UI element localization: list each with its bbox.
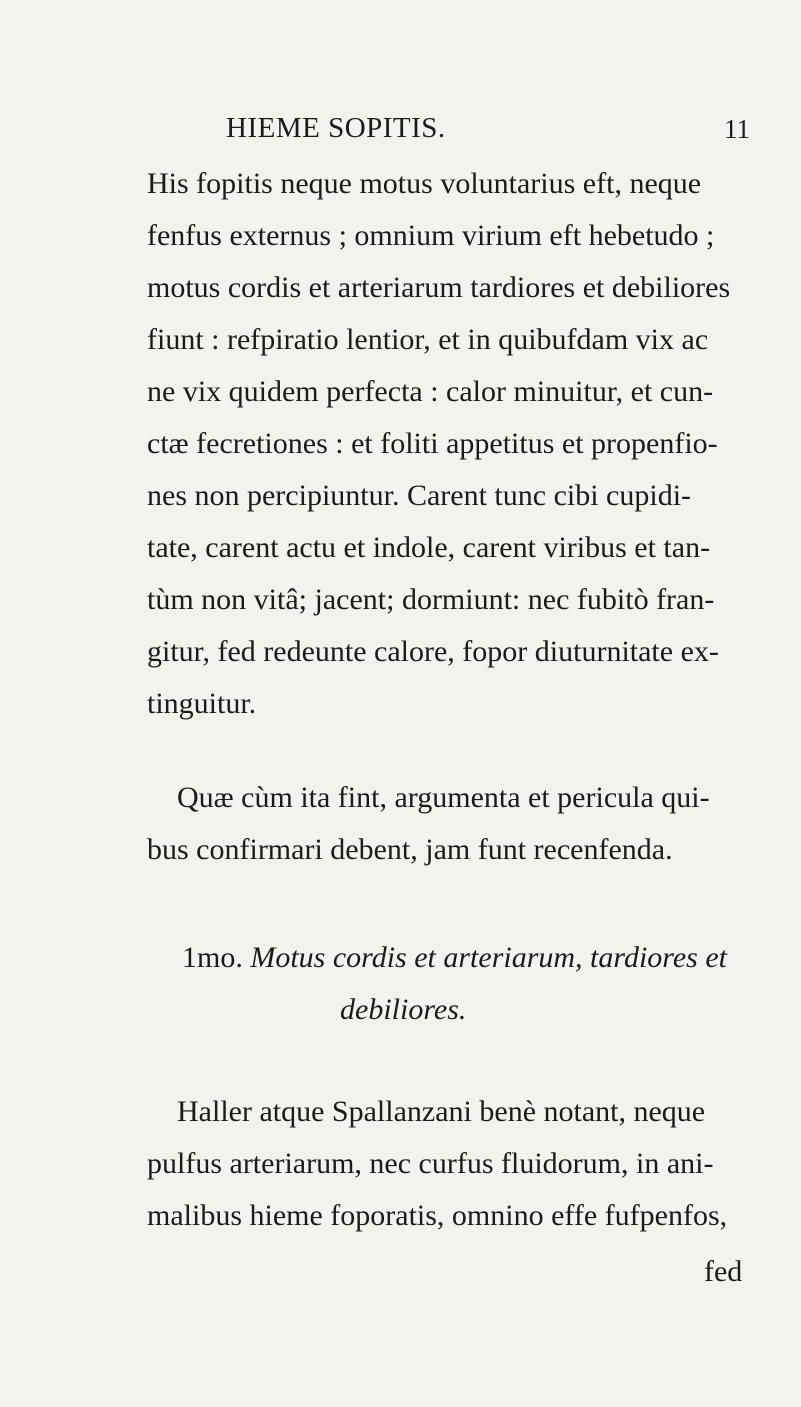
- text-line: nes non percipiuntur. Carent tunc cibi cupidi-: [147, 479, 692, 512]
- text-line: ctæ fecretiones : et foliti appetitus et propenfio-: [147, 427, 718, 460]
- text-line: tùm non vitâ; jacent; dormiunt: nec fubitò fran-: [147, 583, 715, 616]
- text-line: fenfus externus ; omnium virium eft hebetudo ;: [147, 219, 715, 252]
- catchword: fed: [704, 1255, 743, 1288]
- section-title-line-2: debiliores.: [340, 993, 467, 1026]
- text-line: His fopitis neque motus voluntarius eft, neque: [147, 167, 702, 200]
- text-line: tinguitur.: [147, 687, 257, 720]
- text-line: pulfus arteriarum, nec curfus fluidorum, in ani-: [147, 1147, 714, 1180]
- page-number: 11: [724, 114, 750, 144]
- text-line: Quæ cùm ita fint, argumenta et pericula qui-: [177, 781, 710, 814]
- section-title-line-1: Motus cordis et arteriarum, tardiores et: [250, 941, 727, 974]
- text-line: Haller atque Spallanzani benè notant, neque: [177, 1095, 706, 1128]
- text-line: ne vix quidem perfecta : calor minuitur, et cun-: [147, 375, 714, 408]
- section-number: 1mo.: [182, 941, 243, 974]
- text-line: malibus hieme foporatis, omnino effe fufpenfos,: [147, 1199, 728, 1232]
- section-heading-line-1: [182, 940, 727, 976]
- text-line: fiunt : refpiratio lentior, et in quibufdam vix ac: [147, 323, 709, 356]
- running-head: [0, 112, 801, 146]
- text-line: tate, carent actu et indole, carent viribus et tan-: [147, 531, 711, 564]
- text-line: gitur, fed redeunte calore, fopor diuturnitate ex-: [147, 635, 719, 668]
- running-title: HIEME SOPITIS.: [226, 112, 446, 144]
- text-line: motus cordis et arteriarum tardiores et debiliores: [147, 271, 731, 304]
- text-line: bus confirmari debent, jam funt recenfenda.: [147, 833, 673, 866]
